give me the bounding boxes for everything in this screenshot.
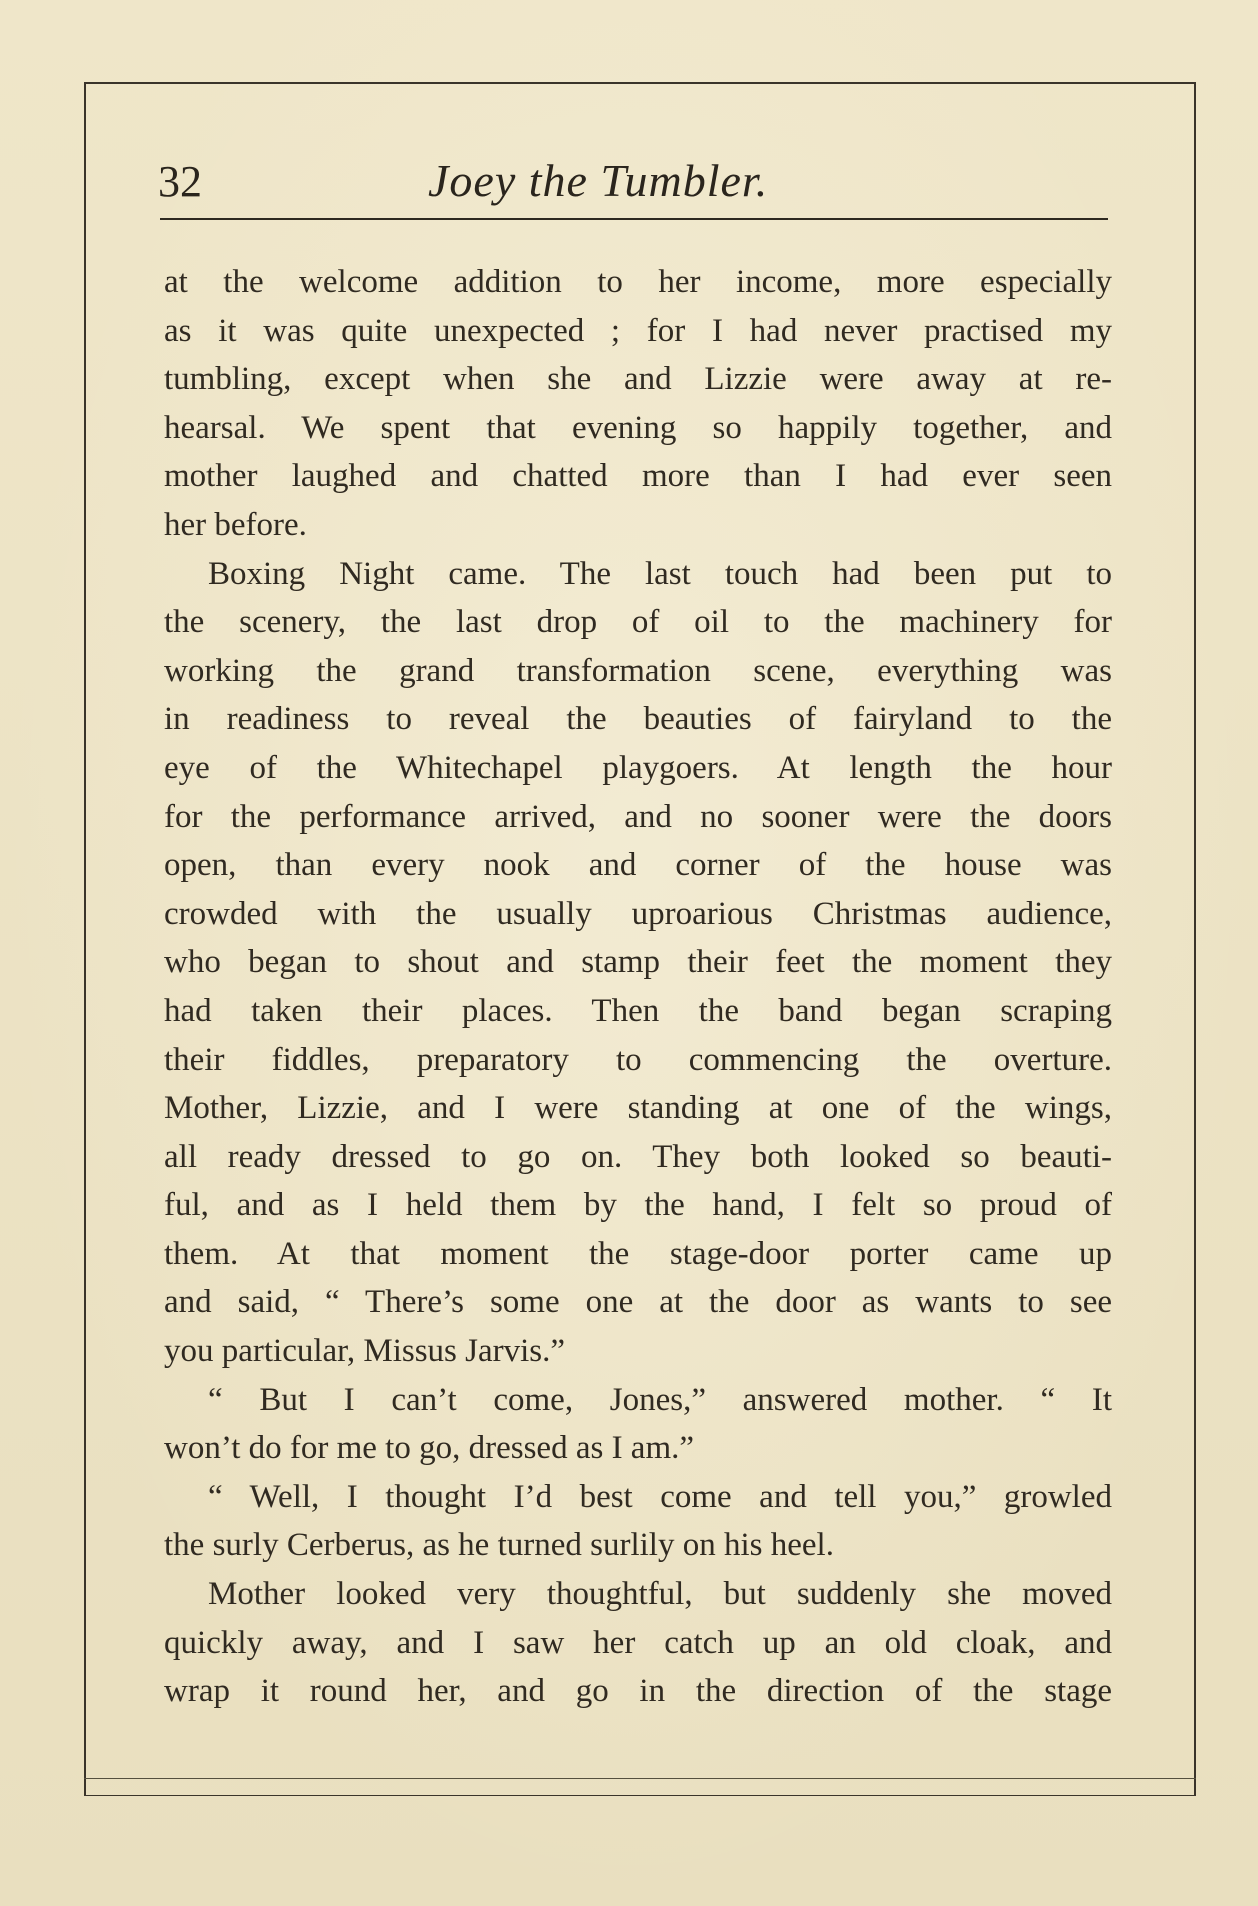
text-line: who began to shout and stamp their feet the moment they	[164, 944, 1112, 981]
text-line: all ready dressed to go on. They both looked so beauti-	[164, 1138, 1112, 1175]
text-line: hearsal. We spent that evening so happily together, and	[164, 409, 1112, 446]
text-line: tumbling, except when she and Lizzie were away at re-	[164, 361, 1112, 398]
bottom-rule	[84, 1778, 1196, 1779]
page-number: 32	[158, 157, 202, 206]
text-line: working the grand transformation scene, everything was	[164, 652, 1112, 689]
text-line: the surly Cerberus, as he turned surlily on his heel.	[164, 1527, 834, 1564]
text-line: crowded with the usually uproarious Christmas audience,	[164, 895, 1112, 932]
text-line: in readiness to reveal the beauties of fairyland to the	[164, 701, 1112, 738]
text-line: her before.	[164, 506, 307, 543]
text-line: won’t do for me to go, dressed as I am.”	[164, 1430, 695, 1467]
text-line: quickly away, and I saw her catch up an old cloak, and	[164, 1624, 1112, 1661]
text-line: you particular, Missus Jarvis.”	[164, 1333, 566, 1370]
text-line: their fiddles, preparatory to commencing the overture.	[164, 1041, 1112, 1078]
text-line: Mother looked very thoughtful, but suddenly she moved	[208, 1576, 1112, 1613]
text-line: mother laughed and chatted more than I had ever seen	[164, 458, 1112, 495]
text-line: Mother, Lizzie, and I were standing at one of the wings,	[164, 1090, 1112, 1127]
text-line: for the performance arrived, and no sooner were the doors	[164, 798, 1112, 835]
text-line: and said, “ There’s some one at the door as wants to see	[164, 1284, 1112, 1321]
text-line: open, than every nook and corner of the house was	[164, 847, 1112, 884]
text-line: had taken their places. Then the band began scraping	[164, 992, 1112, 1029]
text-line: wrap it round her, and go in the direction of the stage	[164, 1673, 1112, 1710]
text-line: as it was quite unexpected ; for I had never practised my	[164, 312, 1112, 349]
text-line: “ But I can’t come, Jones,” answered mother. “ It	[208, 1381, 1112, 1418]
text-line: at the welcome addition to her income, more especially	[164, 264, 1112, 300]
header-rule	[160, 218, 1108, 220]
text-line: Boxing Night came. The last touch had been put to	[208, 555, 1112, 592]
text-line: eye of the Whitechapel playgoers. At length the hour	[164, 749, 1112, 786]
text-line: ful, and as I held them by the hand, I felt so proud of	[164, 1187, 1112, 1224]
text-line: them. At that moment the stage-door porter came up	[164, 1235, 1112, 1272]
text-line: “ Well, I thought I’d best come and tell you,” growled	[208, 1478, 1112, 1515]
running-title: Joey the Tumbler.	[428, 155, 769, 206]
page-header	[158, 150, 1108, 220]
text-line: the scenery, the last drop of oil to the machinery for	[164, 604, 1112, 641]
body-text	[164, 258, 1112, 1716]
